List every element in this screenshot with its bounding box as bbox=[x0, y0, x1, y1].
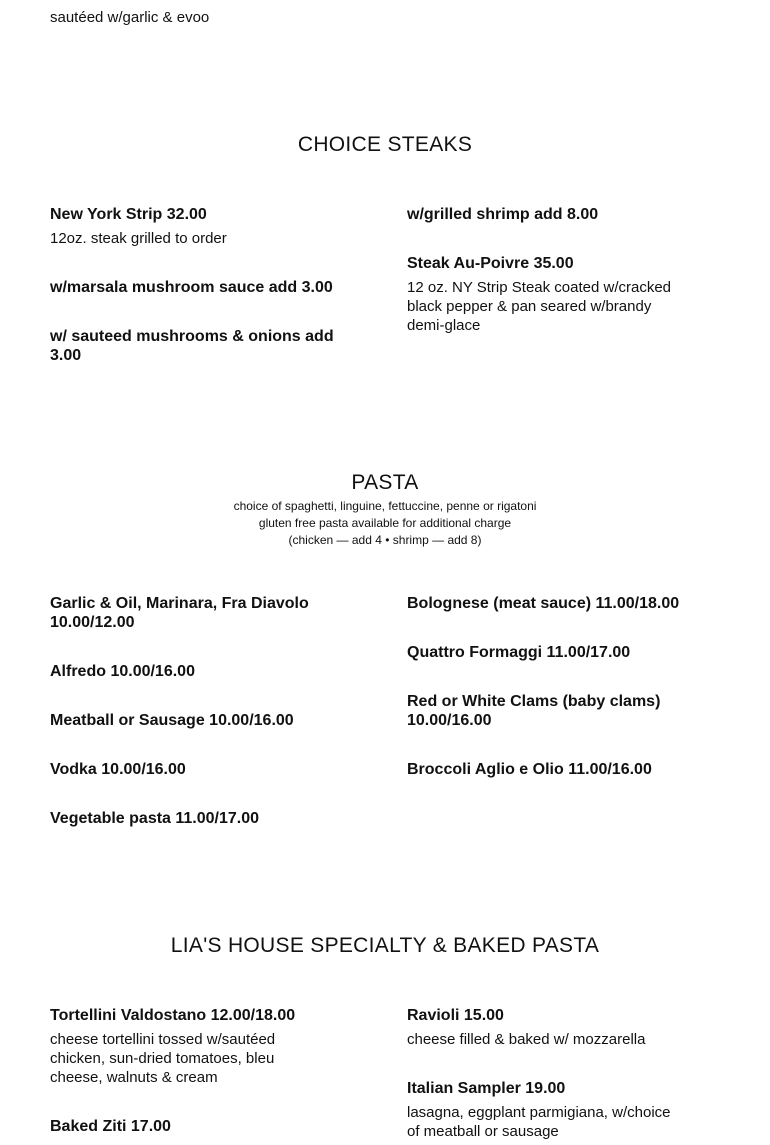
menu-item-name: Garlic & Oil, Marinara, Fra Diavolo 10.00/12.00 bbox=[50, 595, 309, 631]
menu-item-name: w/marsala mushroom sauce add 3.00 bbox=[50, 279, 333, 296]
menu-item-description: lasagna, eggplant parmigiana, w/choice of meatball or sausage bbox=[407, 1104, 671, 1140]
menu-item-name: w/ sauteed mushrooms & onions add 3.00 bbox=[50, 328, 334, 364]
menu-item-name: Tortellini Valdostano 12.00/18.00 bbox=[50, 1007, 296, 1024]
menu-item-name: Meatball or Sausage 10.00/16.00 bbox=[50, 712, 294, 729]
section-title-steaks: CHOICE STEAKS bbox=[297, 133, 473, 156]
menu-item-name: Broccoli Aglio e Olio 11.00/16.00 bbox=[407, 761, 652, 778]
item-description: sautéed w/garlic & evoo bbox=[50, 9, 210, 26]
menu-item-name: Vodka 10.00/16.00 bbox=[50, 761, 186, 778]
menu-item-description: 12 oz. NY Strip Steak coated w/cracked black pepper & pan seared w/brandy demi-glace bbox=[407, 279, 672, 334]
menu-item-name: w/grilled shrimp add 8.00 bbox=[407, 206, 599, 223]
pasta-note: gluten free pasta available for additional charge bbox=[258, 516, 512, 530]
pasta-note: (chicken — add 4 • shrimp — add 8) bbox=[288, 533, 482, 547]
menu-item-name: New York Strip 32.00 bbox=[50, 206, 207, 223]
menu-item-name: Vegetable pasta 11.00/17.00 bbox=[50, 810, 260, 827]
menu-item-name: Steak Au-Poivre 35.00 bbox=[407, 255, 574, 272]
pasta-note: choice of spaghetti, linguine, fettuccine, penne or rigatoni bbox=[233, 499, 537, 513]
menu-item-name: Red or White Clams (baby clams) 10.00/16.00 bbox=[407, 693, 661, 729]
menu-item-description: cheese tortellini tossed w/sautéed chicken, sun-dried tomatoes, bleu cheese, walnuts & cream bbox=[50, 1031, 276, 1086]
menu-item-name: Alfredo 10.00/16.00 bbox=[50, 663, 195, 680]
section-title-pasta: PASTA bbox=[351, 471, 419, 494]
menu-item-description: 12oz. steak grilled to order bbox=[50, 230, 227, 247]
menu-item-name: Italian Sampler 19.00 bbox=[407, 1080, 566, 1097]
menu-item-name: Quattro Formaggi 11.00/17.00 bbox=[407, 644, 631, 661]
menu-item-name: Ravioli 15.00 bbox=[407, 1007, 504, 1024]
menu-item-description: cheese filled & baked w/ mozzarella bbox=[407, 1031, 646, 1048]
section-title-specialty: LIA'S HOUSE SPECIALTY & BAKED PASTA bbox=[170, 934, 600, 957]
menu-item-name: Bolognese (meat sauce) 11.00/18.00 bbox=[407, 595, 680, 612]
menu-item-name: Baked Ziti 17.00 bbox=[50, 1118, 171, 1135]
